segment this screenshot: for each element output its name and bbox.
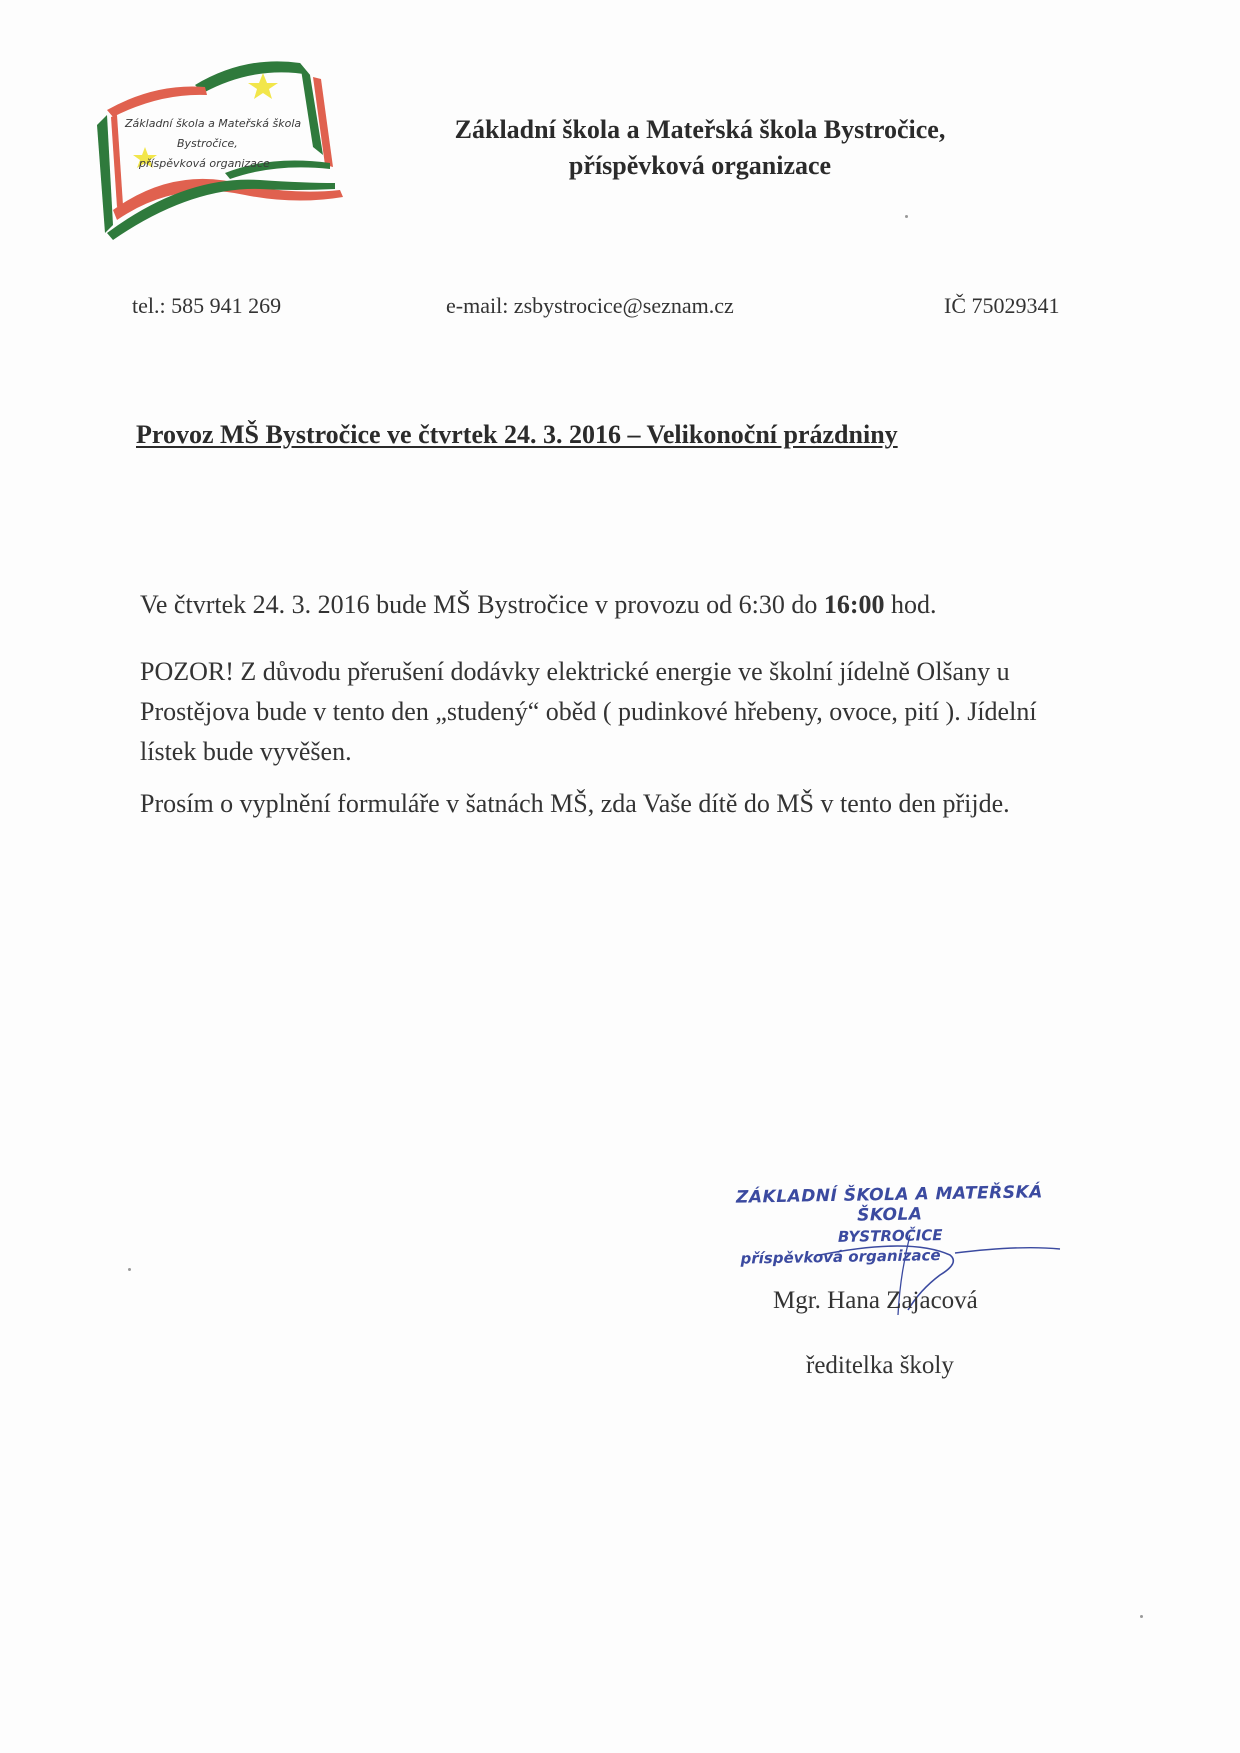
signer-name: Mgr. Hana Zajacová (773, 1287, 978, 1314)
school-logo (95, 55, 390, 260)
logo-text-line1: Základní škola a Mateřská škola (125, 117, 302, 130)
stamp-line1: ZÁKLADNÍ ŠKOLA A MATEŘSKÁ ŠKOLA (735, 1182, 1044, 1226)
para1-text-end: hod. (884, 590, 937, 619)
contact-ic: IČ 75029341 (944, 293, 1060, 318)
stamp-line2: BYSTROČICE (837, 1226, 943, 1246)
para1-time-bold: 16:00 (823, 590, 885, 619)
logo-text-line3: příspěvková organizace (139, 157, 270, 170)
signer-role: ředitelka školy (806, 1352, 954, 1379)
school-name-line1: Základní škola a Mateřská škola Bystročice, (454, 115, 946, 144)
notice-heading: Provoz MŠ Bystročice ve čtvrtek 24. 3. 2016 – Velikonoční prázdniny (136, 420, 898, 449)
notice-paragraph-1 (140, 585, 1080, 625)
school-name-line2: příspěvková organizace (568, 151, 832, 180)
scan-speck (905, 215, 908, 218)
contact-email: e-mail: zsbystrocice@seznam.cz (446, 293, 734, 318)
notice-paragraph-2: POZOR! Z důvodu přerušení dodávky elektrické energie ve školní jídelně Olšany u Prostějova bude v tento den „studený“ oběd ( pudinkové hřebeny, ovoce, pití ). Jídelní lístek bude vyvěšen. (140, 657, 1037, 766)
handwritten-signature (790, 1215, 1110, 1345)
scan-speck (128, 1268, 131, 1271)
notice-paragraph-3: Prosím o vyplnění formuláře v šatnách MŠ, zda Vaše dítě do MŠ v tento den přijde. (140, 789, 1010, 818)
logo-text-line2: Bystročice, (177, 137, 238, 150)
school-name (420, 112, 980, 184)
stamp-line3: příspěvková organizace (740, 1246, 941, 1268)
scan-speck (1140, 1615, 1143, 1618)
contact-phone: tel.: 585 941 269 (132, 293, 282, 318)
para1-text-start: Ve čtvrtek 24. 3. 2016 bude MŠ Bystročice v provozu od 6:30 do (140, 590, 824, 619)
